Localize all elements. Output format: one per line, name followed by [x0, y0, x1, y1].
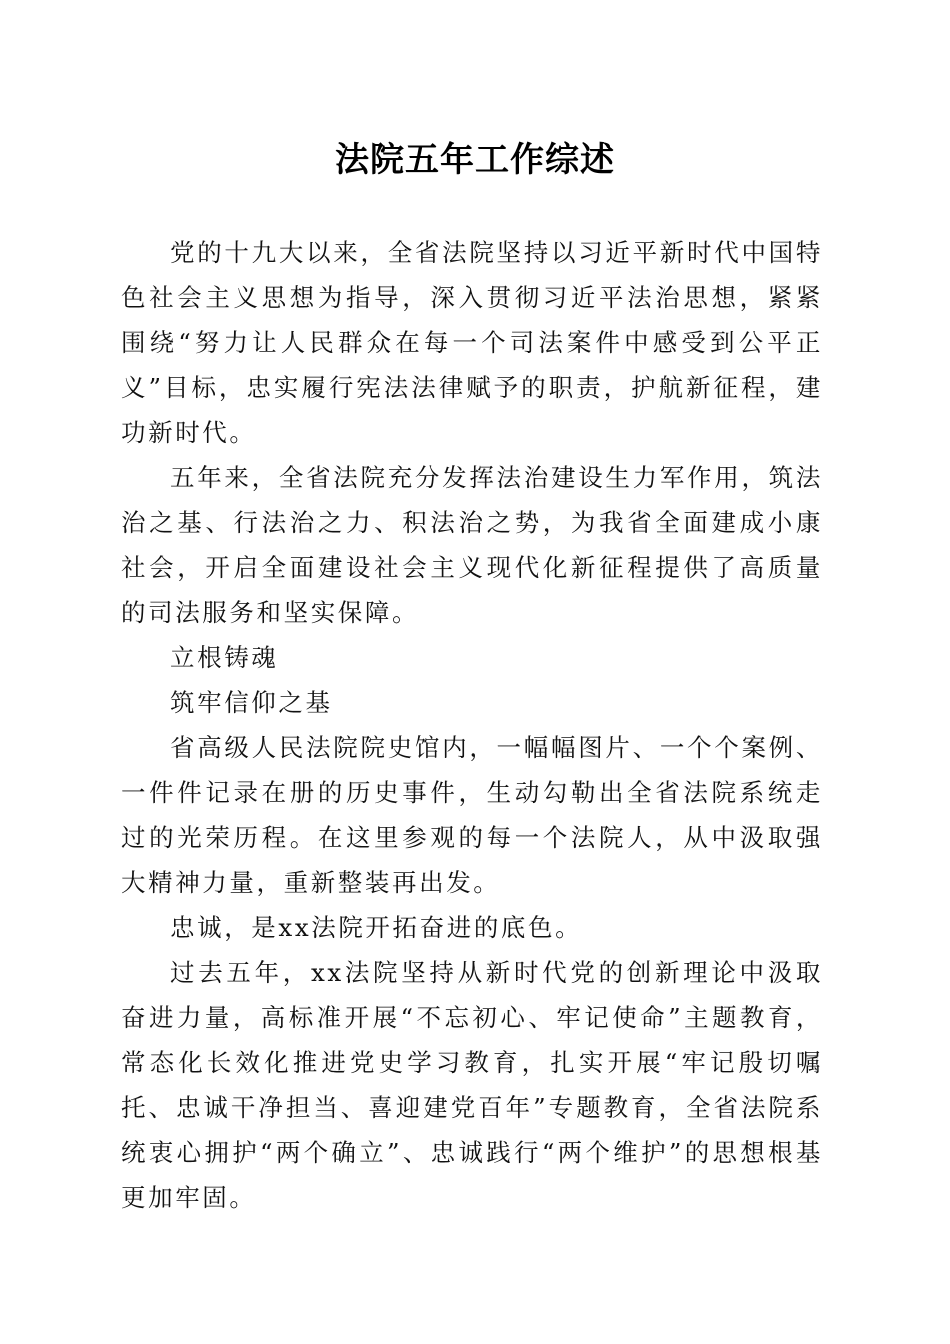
document-title: 法院五年工作综述 — [335, 140, 615, 180]
document-body — [121, 230, 823, 1220]
paragraph-loyalty: 忠诚，是xx法院开拓奋进的底色。 — [170, 913, 583, 942]
paragraph-history-museum: 省高级人民法院院史馆内，一幅幅图片、一个个案例、一件件记录在册的历史事件，生动勾勒出全省法院系统走过的光荣历程。在这里参观的每一个法院人，从中汲取强大精神力量，重新整装再出发。 — [121, 733, 823, 897]
section-heading-2: 筑牢信仰之基 — [170, 688, 333, 717]
paragraph-intro: 党的十九大以来，全省法院坚持以习近平新时代中国特色社会主义思想为指导，深入贯彻习近平法治思想，紧紧围绕“努力让人民群众在每一个司法案件中感受到公平正义”目标，忠实履行宪法法律赋予的职责，护航新征程，建功新时代。 — [121, 238, 823, 447]
paragraph-five-years: 五年来，全省法院充分发挥法治建设生力军作用，筑法治之基、行法治之力、积法治之势，为我省全面建成小康社会，开启全面建设社会主义现代化新征程提供了高质量的司法服务和坚实保障。 — [121, 463, 823, 627]
section-heading-1: 立根铸魂 — [170, 643, 279, 672]
paragraph-past-five-years: 过去五年，xx法院坚持从新时代党的创新理论中汲取奋进力量，高标准开展“不忘初心、牢记使命”主题教育，常态化长效化推进党史学习教育，扎实开展“牢记殷切嘱托、忠诚干净担当、喜迎建党百年”专题教育，全省法院系统衷心拥护“两个确立”、忠诚践行“两个维护”的思想根基更加牢固。 — [121, 958, 823, 1212]
